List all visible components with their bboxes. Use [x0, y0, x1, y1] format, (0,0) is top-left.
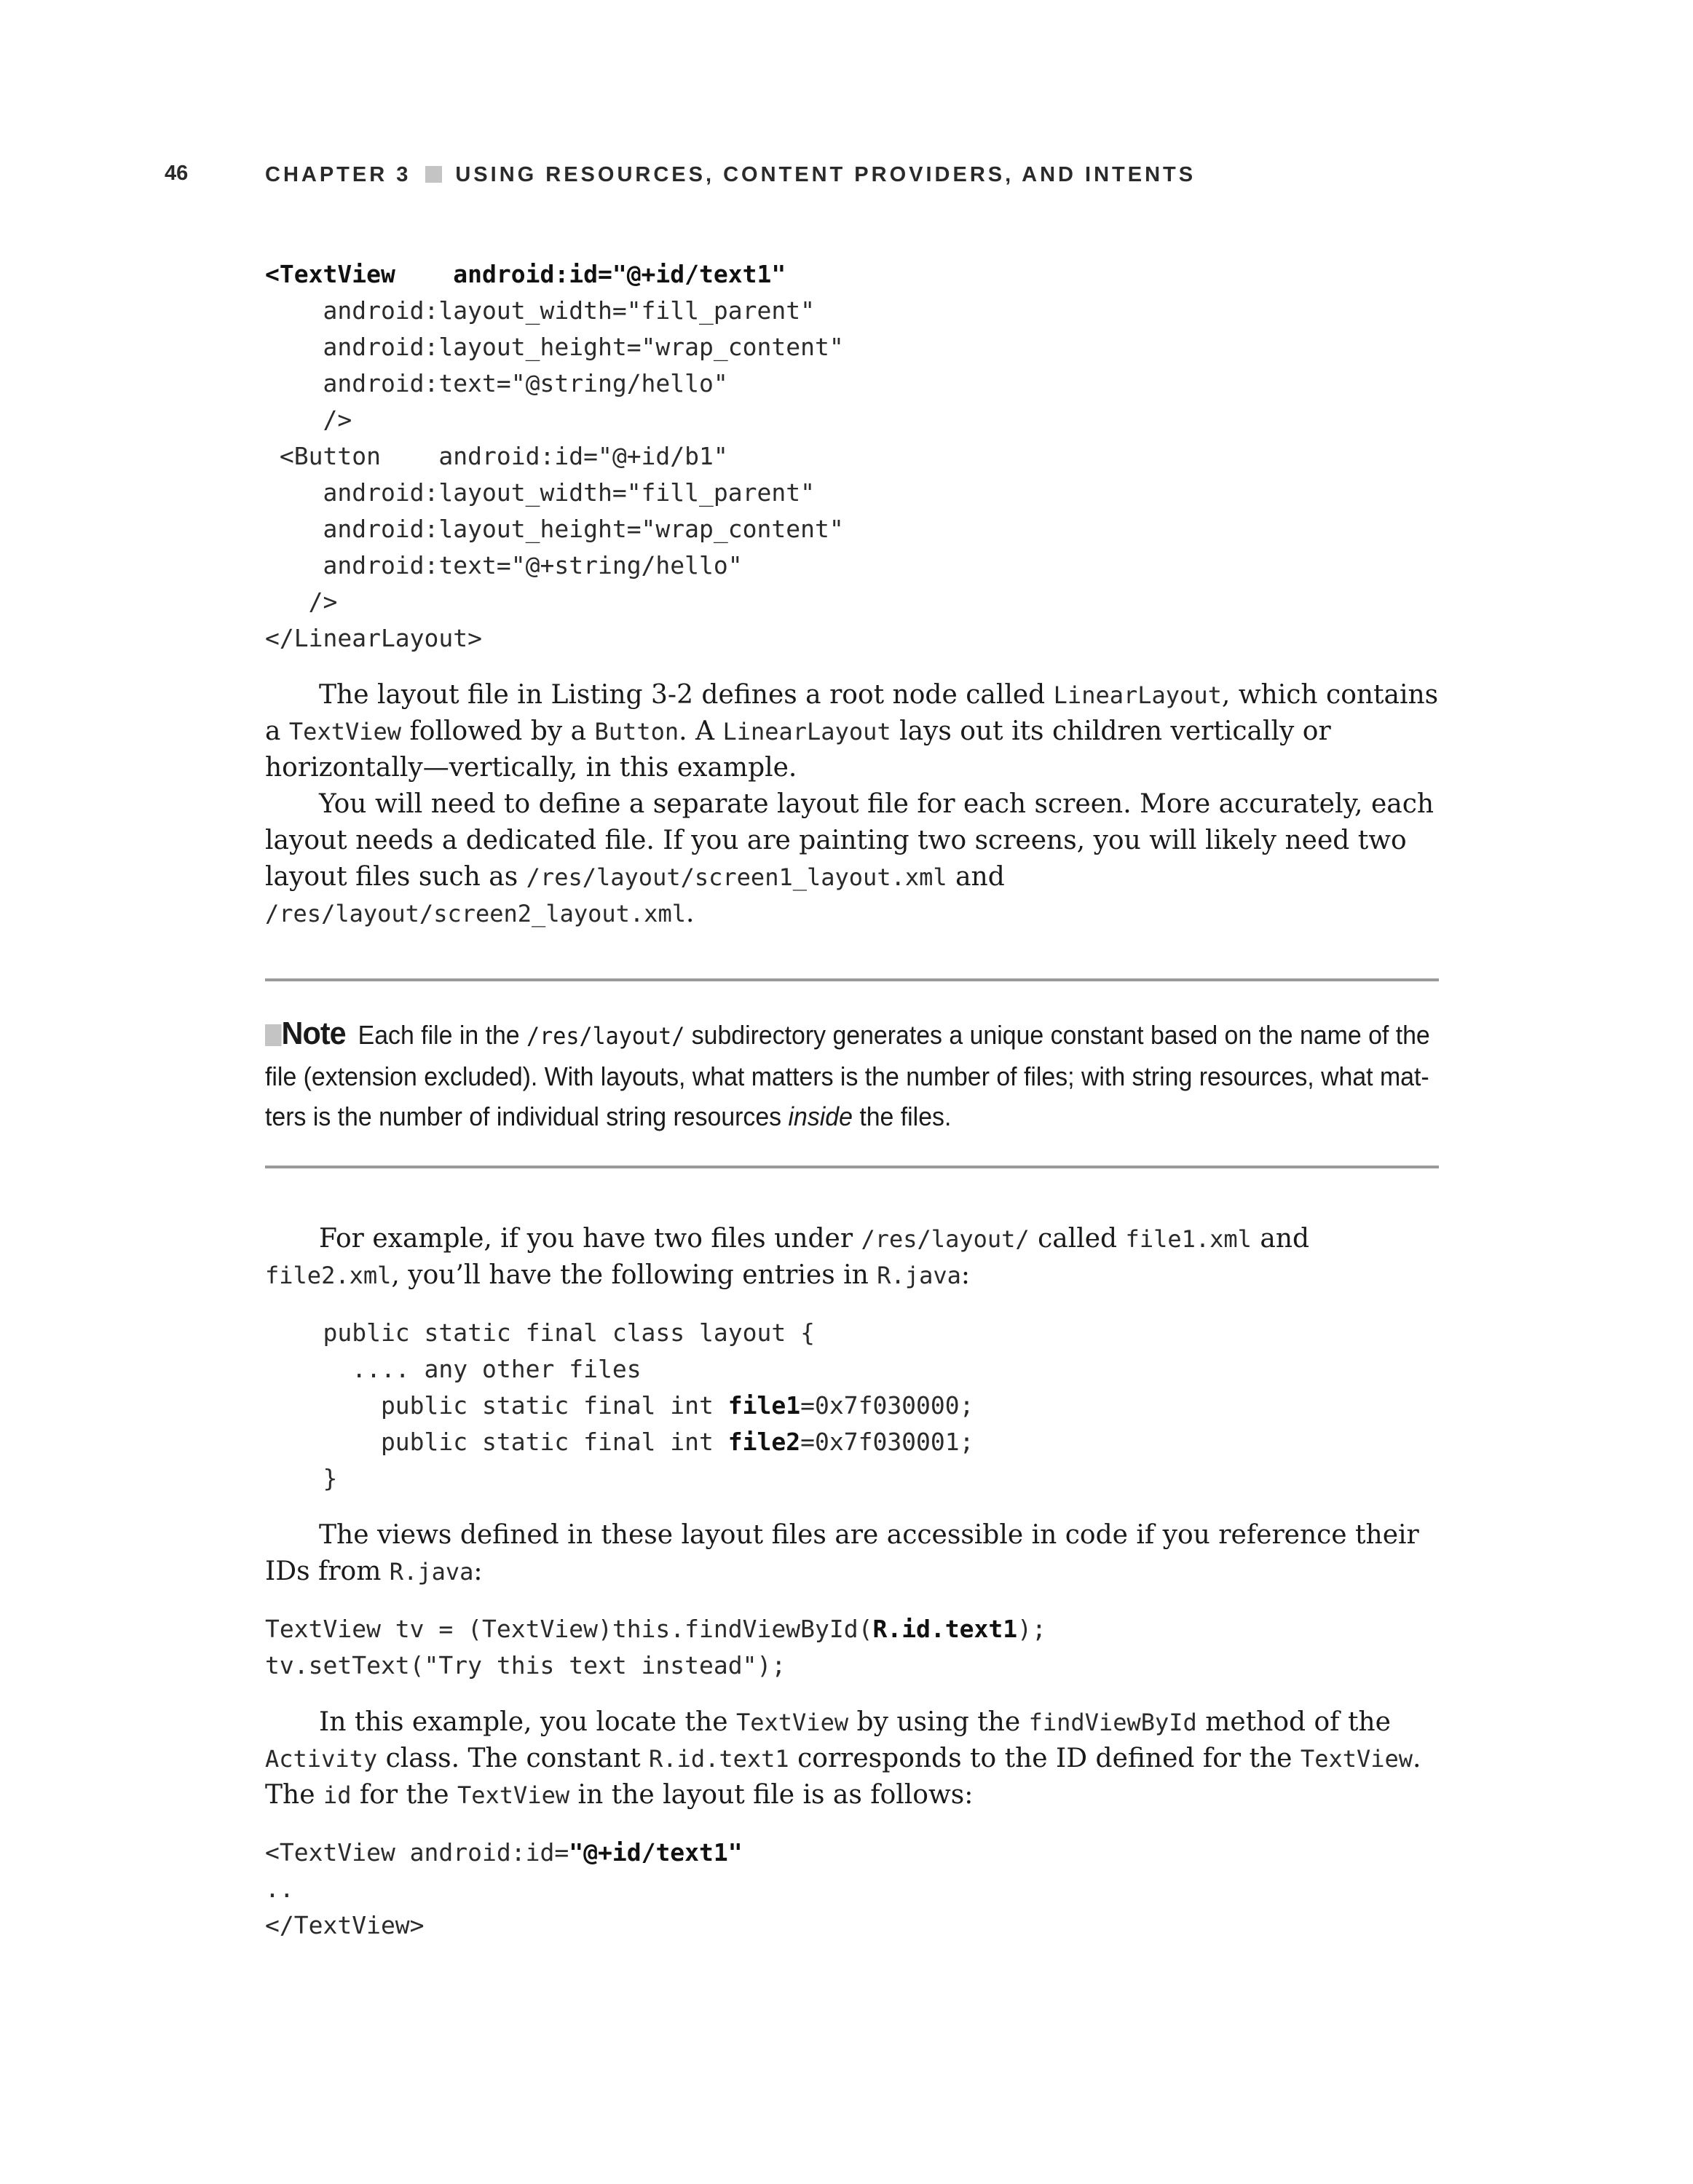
note-text: Note Each file in the /res/layout/ subdirectory generates a unique constant based on the name of the file (extension excluded). With layouts, what matters is the number of files; with string resources, what mat-ters is the number of individual string resources inside the files. [265, 1016, 1430, 1131]
paragraph-linearlayout: The layout file in Listing 3-2 defines a root node called LinearLayout, which contains a TextView followed by a Button. A LinearLayout lays out its children vertically or horizontally—vertically, in this example. [265, 680, 1439, 783]
page-number: 46 [165, 162, 189, 185]
paragraph-locate-textview: In this example, you locate the TextView by using the findViewById method of the Activity class. The constant R.id.text1 corresponds to the ID defined for the TextView. The id for the TextView in the layout file is as follows: [265, 1707, 1421, 1810]
code-block-textview-id: <TextView android:id="@+id/text1" .. </TextView> [265, 1838, 743, 1939]
code-block-findviewbyid: TextView tv = (TextView)this.findViewById(R.id.text1); tv.setText("Try this text instead"); [265, 1615, 1046, 1679]
running-head [265, 163, 1196, 187]
paragraph-views-access: The views defined in these layout files are accessible in code if you reference their IDs from R.java: [265, 1520, 1419, 1586]
paragraph-example-files: For example, if you have two files under /res/layout/ called file1.xml and file2.xml, you’ll have the following entries in R.java: [265, 1224, 1310, 1290]
note-square-icon [265, 1024, 282, 1046]
page-content [265, 256, 1439, 1944]
chapter-title: USING RESOURCES, CONTENT PROVIDERS, AND INTENTS [455, 163, 1196, 186]
code-block-layout-xml: <TextView android:id="@+id/text1" android:layout_width="fill_parent" android:layout_height="wrap_content" android:text="@string/hello" /> <Button android:id="@+id/b1" android:layout_width="fill_parent" android:layout_height="wrap_content" android:text="@+string/hello" /> </LinearLayout> [265, 260, 844, 652]
code-block-r-java: public static final class layout { .... any other files public static final int file1=0x7f030000; public static final int file2=0x7f030001; } [265, 1318, 974, 1492]
note-label: Note [281, 1016, 346, 1051]
chapter-label: CHAPTER 3 [265, 163, 411, 186]
note-box [265, 978, 1439, 1168]
paragraph-layout-files: You will need to define a separate layout file for each screen. More accurately, each layout needs a dedicated file. If you are painting two screens, you will likely need two layout files such as /res/layout/screen1_layout.xml and /res/layout/screen2_layout.xml. [265, 789, 1434, 928]
square-bullet-icon [425, 166, 442, 183]
